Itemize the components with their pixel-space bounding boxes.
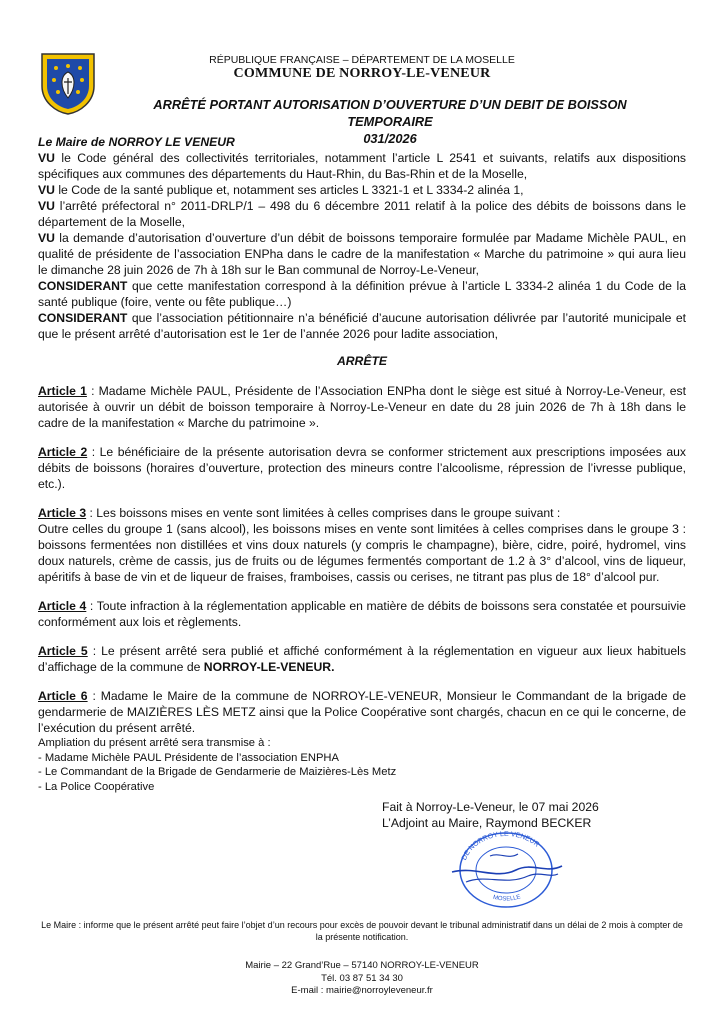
arrete-number: 031/2026 <box>363 131 417 146</box>
consideration-6 <box>38 310 686 342</box>
consideration-lead: VU <box>38 151 55 165</box>
footer-address: Mairie – 22 Grand’Rue – 57140 NORROY-LE-VENEUR <box>245 960 479 971</box>
article-separator: : <box>87 689 101 703</box>
header-commune-name: COMMUNE DE NORROY-LE-VENEUR <box>233 66 491 81</box>
article-label: Article 2 <box>38 445 88 459</box>
article-separator: : <box>87 445 100 459</box>
article-separator: : <box>86 506 97 520</box>
article-label: Article 6 <box>38 689 88 703</box>
article-1 <box>38 383 686 431</box>
place-date: Fait à Norroy-Le-Veneur, le 07 mai 2026 <box>382 800 599 814</box>
article-text: Les boissons mises en vente sont limitées à celles comprises dans le groupe suivant : <box>96 506 561 520</box>
article-text: Le présent arrêté sera publié et affiché conformément à la réglementation en vigueur aux lieux habituels d’affichage de la commune de <box>38 644 686 674</box>
article-separator: : <box>86 384 99 398</box>
consideration-lead: VU <box>38 183 55 197</box>
arrete-heading: ARRÊTE <box>336 354 388 368</box>
consideration-lead: VU <box>38 231 55 245</box>
consideration-text: l’arrêté préfectoral n° 2011-DRLP/1 – 498 du 6 décembre 2011 relatif à la police des débits de boissons dans le département de la Moselle, <box>38 199 686 229</box>
appeal-notice: Le Maire : informe que le présent arrêté peut faire l’objet d’un recours pour excès de pouvoir devant le tribunal administratif dans un délai de 2 mois à compter de la présente notification. <box>41 920 683 942</box>
consideration-3 <box>38 198 686 230</box>
maire-line: Le Maire de NORROY LE VENEUR <box>38 135 235 149</box>
article-4 <box>38 598 686 630</box>
article-text: Madame le Maire de la commune de NORROY-LE-VENEUR, Monsieur le Commandant de la brigade de gendarmerie de MAIZIÈRES LÈS METZ ainsi que la Police Coopérative sont chargés, chacun en ce qui le concerne, de l’exécution du présent arrêté. <box>38 689 686 735</box>
stamp-bottom-text: MOSELLE <box>492 894 522 903</box>
consideration-4 <box>38 230 686 278</box>
ampliation-item: - Le Commandant de la Brigade de Gendarmerie de Maizières-Lès Metz <box>38 766 397 778</box>
signer: L’Adjoint au Maire, Raymond BECKER <box>382 816 592 830</box>
article-3-detail: Outre celles du groupe 1 (sans alcool), les boissons mises en vente sont limitées à celles comprises dans le groupe 3 : boissons fermentées non distillées et vins doux naturels (y compris le champagne), bière, cidre, poiré, hydromel, vins doux naturels, crème de cassis, jus de fruits ou de légumes fermentés comportant de 1.2 à 3° d’alcool, vins de liqueur, apéritifs à base de vin et de liqueur de fraises, framboises, cassis ou cerises, ne titrant pas plus de 18° d’alcool pur. <box>38 522 686 584</box>
consideration-lead: VU <box>38 199 55 213</box>
consideration-lead: CONSIDERANT <box>38 311 128 325</box>
article-label: Article 4 <box>38 599 87 613</box>
consideration-text: le Code général des collectivités territoriales, notamment l’article L 2541 et suivants, relatifs aux dispositions spécifiques aux communes des départements du Haut-Rhin, du Bas-Rhin et de la Moselle, <box>38 151 686 181</box>
article-6 <box>38 688 686 736</box>
consideration-2 <box>38 182 686 198</box>
consideration-1 <box>38 150 686 182</box>
article-separator: : <box>87 644 102 658</box>
ampliation-item: - La Police Coopérative <box>38 780 155 793</box>
consideration-lead: CONSIDERANT <box>38 279 128 293</box>
article-bold-tail: NORROY-LE-VENEUR. <box>203 660 335 674</box>
stamp-top-text: DE NORROY LE VENEUR <box>460 830 541 862</box>
ampliation-list <box>38 736 686 794</box>
article-label: Article 5 <box>38 644 88 658</box>
svg-text:DE NORROY LE VENEUR <box>461 831 540 861</box>
article-5 <box>38 643 686 675</box>
document-body <box>38 134 686 794</box>
article-label: Article 3 <box>38 506 87 520</box>
article-label: Article 1 <box>38 384 87 398</box>
article-text: Toute infraction à la réglementation applicable en matière de débits de boissons sera constatée et poursuivie conformément aux lois et règlements. <box>38 599 686 629</box>
official-stamp-with-signature <box>446 826 566 910</box>
header-republic-line: RÉPUBLIQUE FRANÇAISE – DÉPARTEMENT DE LA MOSELLE <box>209 54 515 66</box>
title-text: ARRÊTÉ PORTANT AUTORISATION D’OUVERTURE D’UN DEBIT DE BOISSON TEMPORAIRE <box>153 97 627 129</box>
svg-text:MOSELLE <box>492 894 521 902</box>
article-2 <box>38 444 686 492</box>
consideration-text: que l’association pétitionnaire n’a bénéficié d’aucune autorisation délivrée par l’autorité municipale et que le présent arrêté d’autorisation est le 1er de l’année 2026 pour ladite association, <box>38 311 686 341</box>
article-text: Le bénéficiaire de la présente autorisation devra se conformer strictement aux prescriptions imposées aux débits de boissons (horaires d’ouverture, protection des mineurs contre l’alcoolisme, répression de l’ivresse publique, etc.). <box>38 445 686 491</box>
footer-email: E-mail : mairie@norroyleveneur.fr <box>291 985 433 996</box>
consideration-text: que cette manifestation correspond à la définition prévue à l’article L 3334-2 alinéa 1 du Code de la santé publique (foire, vente ou fête publique…) <box>38 279 686 309</box>
consideration-text: la demande d’autorisation d’ouverture d’un débit de boissons temporaire formulée par Madame Michèle PAUL, en qualité de présidente de l’association ENPha dans le cadre de la manifestation « Marche du patrimoine » qui aura lieu le dimanche 28 juin 2026 de 7h à 18h sur le Ban communal de Norroy-Le-Veneur, <box>38 231 686 277</box>
ampliation-item: - Madame Michèle PAUL Présidente de l’association ENPHA <box>38 751 339 764</box>
ampliation-intro: Ampliation du présent arrêté sera transmise à : <box>38 737 271 749</box>
footer-phone: Tél. 03 87 51 34 30 <box>321 972 403 984</box>
article-separator: : <box>86 599 97 613</box>
footer-contact <box>0 960 724 998</box>
consideration-5 <box>38 278 686 310</box>
consideration-text: le Code de la santé publique et, notamment ses articles L 3321-1 et L 3334-2 alinéa 1, <box>54 183 524 197</box>
article-3 <box>38 505 686 521</box>
article-text: Madame Michèle PAUL, Présidente de l’Association ENPha dont le siège est situé à Norroy-Le-Veneur, est autorisée à ouvrir un débit de boisson temporaire à Norroy-Le-Veneur en date du 28 juin 2026 de 7h à 18h dans le cadre de la manifestation « Marche du patrimoine ». <box>38 384 686 430</box>
